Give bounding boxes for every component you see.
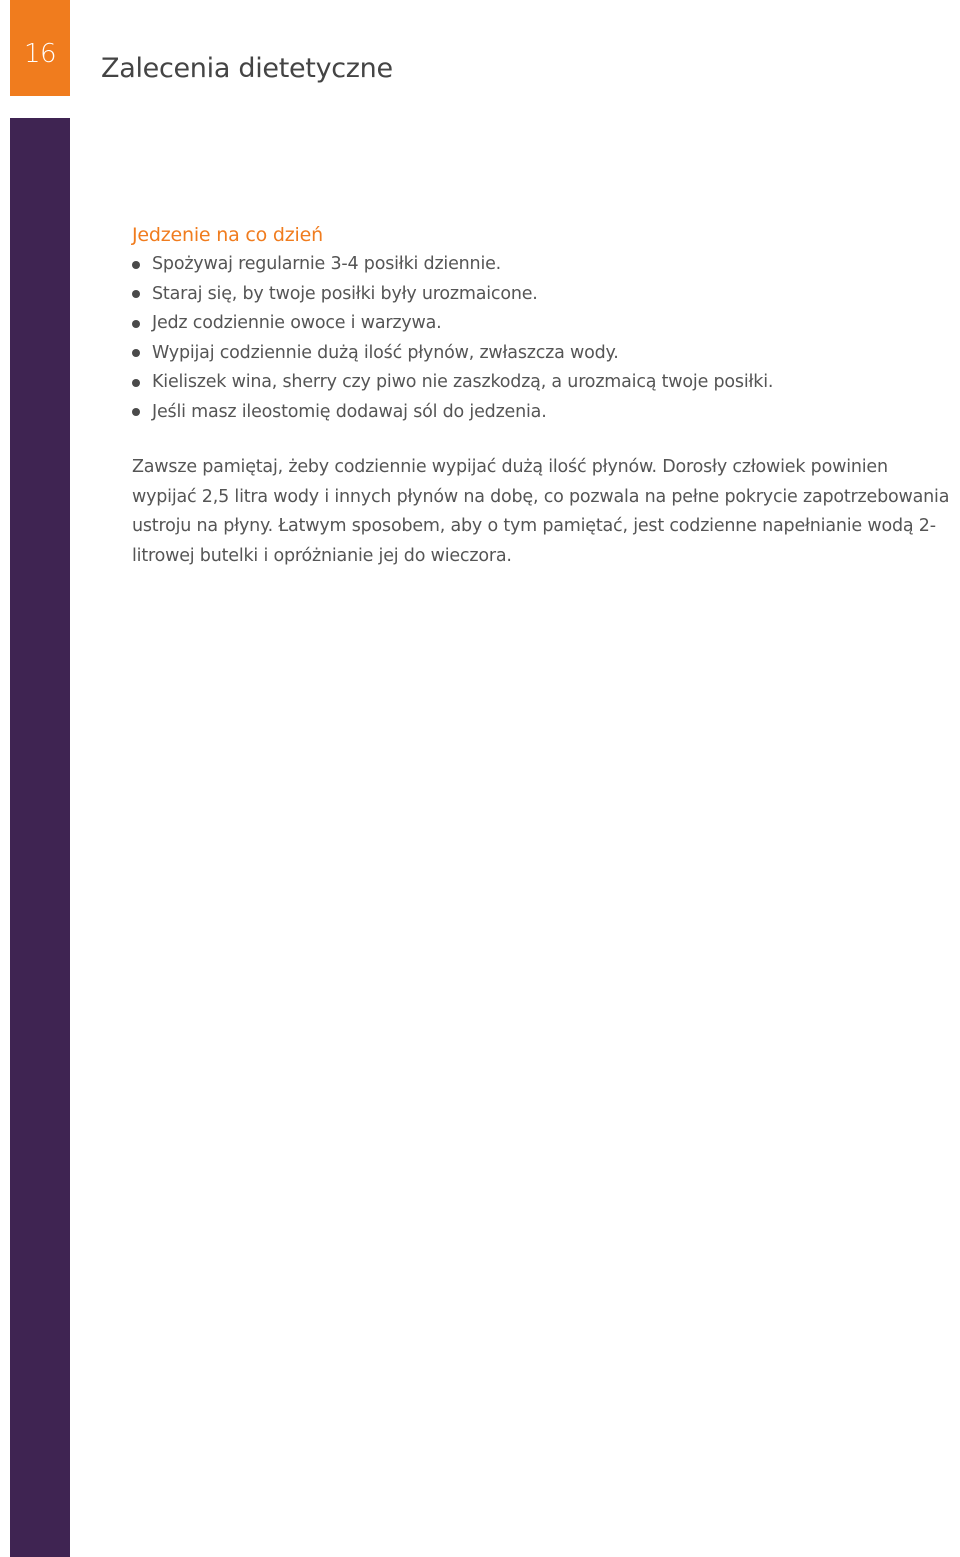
bullet-icon [132, 290, 140, 298]
list-item [132, 368, 952, 398]
section-heading: Jedzenie na co dzień [132, 224, 323, 246]
bullet-icon [132, 349, 140, 357]
bullet-icon [132, 379, 140, 387]
sidebar-decoration [10, 118, 70, 1557]
list-item-text: Kieliszek wina, sherry czy piwo nie zaszkodzą, a urozmaicą twoje posiłki. [152, 372, 774, 392]
bullet-icon [132, 408, 140, 416]
main-content [132, 222, 952, 571]
bullet-icon [132, 320, 140, 328]
list-item [132, 309, 952, 339]
page-number-badge [10, 0, 70, 96]
list-item-text: Spożywaj regularnie 3-4 posiłki dziennie. [152, 254, 502, 274]
page-number: 16 [23, 39, 57, 69]
bullet-icon [132, 261, 140, 269]
list-item [132, 280, 952, 310]
list-item [132, 398, 952, 428]
list-item [132, 250, 952, 280]
bullet-list [132, 250, 952, 427]
page-title: Zalecenia dietetyczne [101, 53, 393, 84]
list-item-text: Jedz codziennie owoce i warzywa. [152, 313, 442, 333]
body-paragraph: Zawsze pamiętaj, żeby codziennie wypijać dużą ilość płynów. Dorosły człowiek powinien wypijać 2,5 litra wody i innych płynów na dobę, co pozwala na pełne pokrycie zapotrzebowania ustroju na płyny. Łatwym sposobem, aby o tym pamiętać, jest codzienne napełnianie wodą 2-litrowej butelki i opróżnianie jej do wieczora. [132, 457, 950, 566]
list-item-text: Jeśli masz ileostomię dodawaj sól do jedzenia. [152, 401, 547, 422]
list-item-text: Wypijaj codziennie dużą ilość płynów, zwłaszcza wody. [152, 342, 619, 363]
list-item [132, 339, 952, 369]
list-item-text: Staraj się, by twoje posiłki były urozmaicone. [152, 283, 538, 304]
